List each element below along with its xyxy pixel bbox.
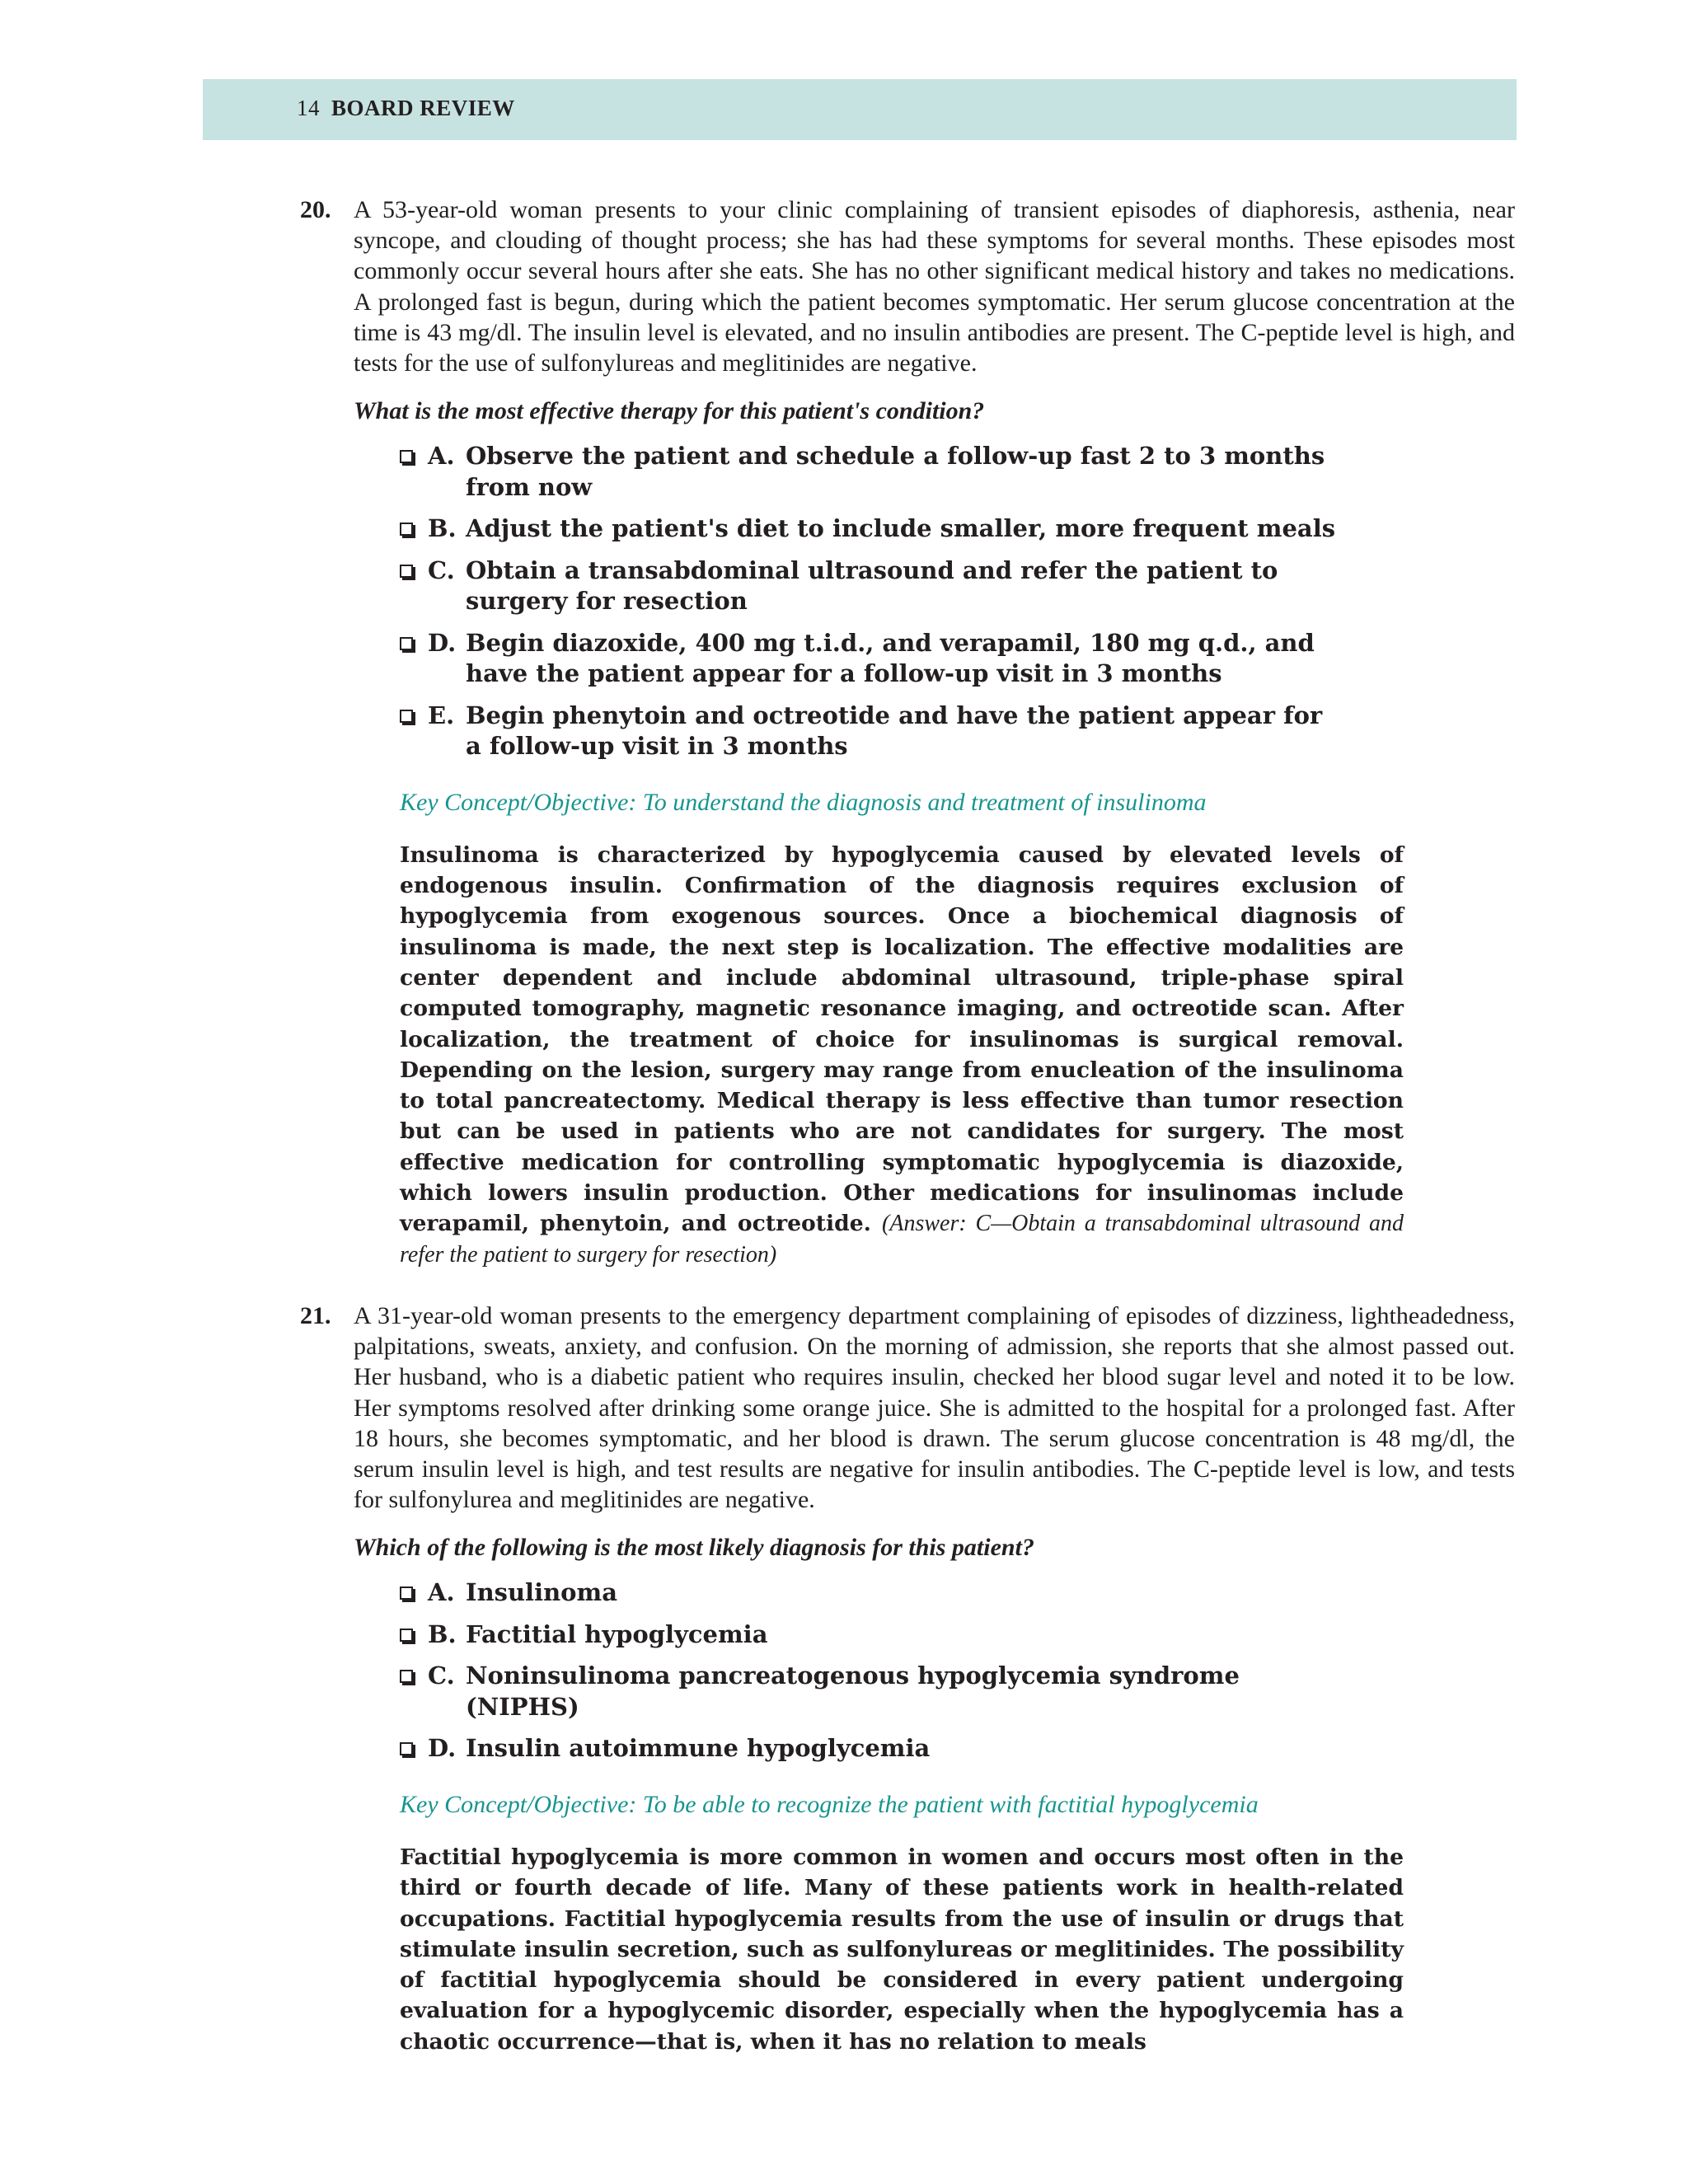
question-number: 21. bbox=[300, 1302, 331, 1329]
option-letter: A. bbox=[428, 442, 455, 471]
option-a[interactable] bbox=[400, 441, 1339, 503]
option-text: Obtain a transabdominal ultrasound and refer the patient to surgery for resection bbox=[466, 555, 1278, 616]
option-text: Noninsulinoma pancreatogenous hypoglycemia syndrome (NIPHS) bbox=[466, 1661, 1240, 1721]
option-letter: C. bbox=[428, 555, 455, 584]
checkbox-icon[interactable] bbox=[400, 1742, 413, 1755]
option-text: Adjust the patient's diet to include smaller, more frequent meals bbox=[466, 514, 1336, 543]
question-21 bbox=[300, 1301, 1515, 2057]
checkbox-icon[interactable] bbox=[400, 1586, 413, 1600]
key-concept: Key Concept/Objective: To understand the diagnosis and treatment of insulinoma bbox=[400, 788, 1207, 816]
checkbox-icon[interactable] bbox=[400, 1670, 413, 1683]
checkbox-icon[interactable] bbox=[400, 1629, 413, 1642]
answer-options bbox=[400, 1577, 1339, 1765]
option-text: Observe the patient and schedule a follow-up fast 2 to 3 months from now bbox=[466, 442, 1325, 501]
option-text: Factitial hypoglycemia bbox=[466, 1619, 768, 1648]
option-letter: E. bbox=[428, 701, 455, 729]
option-e[interactable] bbox=[400, 701, 1339, 762]
option-text: Begin diazoxide, 400 mg t.i.d., and verapamil, 180 mg q.d., and have the patient appear for a follow-up visit in 3 months bbox=[466, 628, 1315, 688]
option-text: Insulinoma bbox=[466, 1578, 617, 1607]
option-letter: D. bbox=[428, 1734, 457, 1763]
option-text: Insulin autoimmune hypoglycemia bbox=[466, 1734, 931, 1763]
checkbox-icon[interactable] bbox=[400, 523, 413, 536]
option-b[interactable] bbox=[400, 513, 1339, 545]
option-d[interactable] bbox=[400, 628, 1339, 690]
running-header bbox=[297, 96, 515, 121]
page-number: 14 bbox=[297, 96, 320, 120]
question-stem: A 31-year-old woman presents to the emergency department complaining of episodes of dizziness, lightheadedness, palpitations, sweats, anxiety, and confusion. On the morning of admission, she reports that she almost passed out. Her husband, who is a diabetic patient who requires insulin, checked her blood sugar level and noted it to be low. Her symptoms resolved after drinking some orange juice. She is admitted to the hospital for a prolonged fast. After 18 hours, she becomes symptomatic, and her blood is drawn. The serum glucose concentration is 48 mg/dl, the serum insulin level is high, and test results are negative for insulin antibodies. The C-peptide level is low, and tests for sulfonylurea and meglitinides are negative. bbox=[354, 1302, 1515, 1514]
answer-options bbox=[400, 441, 1339, 762]
question-number: 20. bbox=[300, 196, 331, 223]
option-c[interactable] bbox=[400, 555, 1339, 617]
option-letter: B. bbox=[428, 514, 457, 543]
explanation-text: Factitial hypoglycemia is more common in women and occurs most often in the third or fourth decade of life. Many of these patients work in health-related occupations. Factitial hypoglycemia results from the use of insulin or drugs that stimulate insulin secretion, such as sulfonylureas or meglitinides. The possibility of factitial hypoglycemia should be considered in every patient undergoing evaluation for a hypoglycemic disorder, especially when the hypoglycemia has a chaotic occurrence—that is, when it has no relation to meals bbox=[400, 1844, 1404, 2055]
checkbox-icon[interactable] bbox=[400, 565, 413, 578]
option-c[interactable] bbox=[400, 1661, 1339, 1722]
answer-note: (Answer: C—Obtain a transabdominal ultrasound and refer the patient to surgery for resection) bbox=[400, 1211, 1404, 1268]
checkbox-icon[interactable] bbox=[400, 450, 413, 463]
question-prompt: Which of the following is the most likely diagnosis for this patient? bbox=[354, 1534, 1034, 1562]
option-letter: A. bbox=[428, 1578, 455, 1607]
option-letter: B. bbox=[428, 1619, 457, 1648]
option-b[interactable] bbox=[400, 1619, 1339, 1651]
running-title: BOARD REVIEW bbox=[331, 96, 515, 120]
checkbox-icon[interactable] bbox=[400, 637, 413, 650]
question-stem: A 53-year-old woman presents to your clinic complaining of transient episodes of diaphoresis, asthenia, near syncope, and clouding of thought process; she has had these symptoms for several months. These episodes most commonly occur several hours after she eats. She has no other significant medical history and takes no medications. A prolonged fast is begun, during which the patient becomes symptomatic. Her serum glucose concentration at the time is 43 mg/dl. The insulin level is elevated, and no insulin antibodies are present. The C-peptide level is high, and tests for the use of sulfonylureas and meglitinides are negative. bbox=[354, 196, 1515, 377]
checkbox-icon[interactable] bbox=[400, 710, 413, 723]
key-concept: Key Concept/Objective: To be able to recognize the patient with factitial hypoglycemia bbox=[400, 1790, 1259, 1818]
option-letter: D. bbox=[428, 628, 457, 657]
explanation bbox=[400, 1842, 1404, 2057]
question-20 bbox=[300, 194, 1515, 1270]
explanation-text: Insulinoma is characterized by hypoglycemia caused by elevated levels of endogenous insulin. Confirmation of the diagnosis requires exclusion of hypoglycemia from exogenous sources. Once a biochemical diagnosis of insulinoma is made, the next step is localization. The effective modalities are center dependent and include abdominal ultrasound, triple-phase spiral computed tomography, magnetic resonance imaging, and octreotide scan. After localization, the treatment of choice for insulinomas is surgical removal. Depending on the lesion, surgery may range from enucleation of the insulinoma to total pancreatectomy. Medical therapy is less effective than tumor resection but can be used in patients who are not candidates for surgery. The most effective medication for controlling symptomatic hypoglycemia is diazoxide, which lowers insulin production. Other medications for insulinomas include verapamil, phenytoin, and octreotide. bbox=[400, 841, 1404, 1237]
option-d[interactable] bbox=[400, 1733, 1339, 1765]
option-letter: C. bbox=[428, 1661, 455, 1690]
option-a[interactable] bbox=[400, 1577, 1339, 1609]
question-prompt: What is the most effective therapy for this patient's condition? bbox=[354, 397, 985, 425]
option-text: Begin phenytoin and octreotide and have the patient appear for a follow-up visit in 3 months bbox=[466, 701, 1323, 761]
explanation bbox=[400, 840, 1404, 1270]
